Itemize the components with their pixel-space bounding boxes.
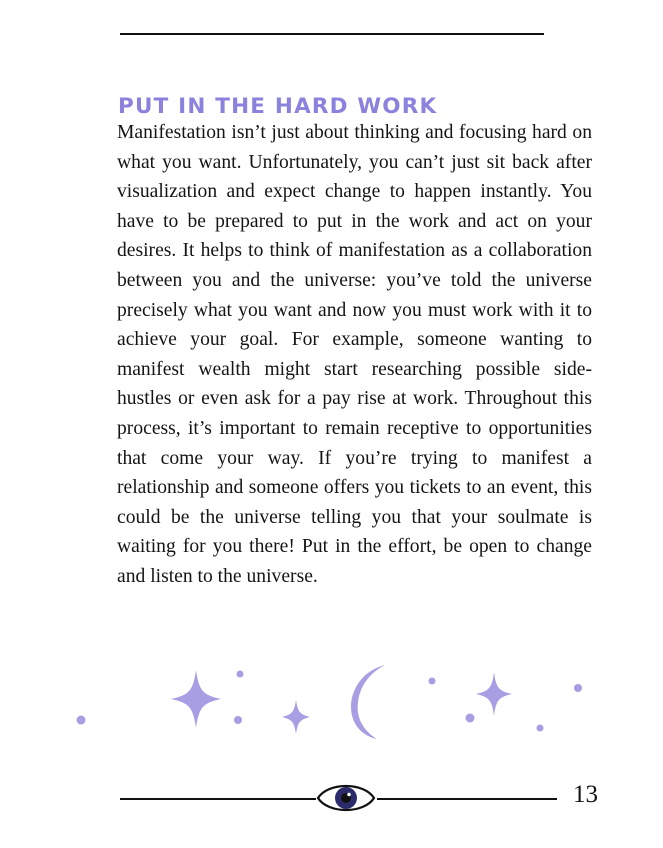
small-dot-icon xyxy=(234,716,242,724)
footer-rule-right xyxy=(377,798,557,800)
four-point-star-icon xyxy=(282,700,310,734)
decorative-illustration xyxy=(0,640,663,760)
page-title: PUT IN THE HARD WORK xyxy=(118,94,438,120)
small-dot-icon xyxy=(77,716,86,725)
page-number: 13 xyxy=(573,781,598,808)
small-dot-icon xyxy=(466,714,475,723)
small-dot-icon xyxy=(537,725,544,732)
crescent-moon-icon xyxy=(351,665,385,739)
small-dot-icon xyxy=(237,671,244,678)
sparkle-moon-svg xyxy=(0,640,663,760)
small-dot-icon xyxy=(574,684,582,692)
footer-rule-left xyxy=(120,798,316,800)
body-paragraph: Manifestation isn’t just about thinking and focusing hard on what you want. Unfortunately, you can’t just sit back after visualization and expect change to happen instantly. You have to be prepared to put in the work and act on your desires. It helps to think of manifestation as a collaboration between you and the universe: you’ve told the universe precisely what you want and now you must work with it to achieve your goal. For example, someone wanting to manifest wealth might start researching possible side-hustles or even ask for a pay rise at work. Throughout this process, it’s important to remain receptive to opportunities that come your way. If you’re trying to manifest a relationship and someone offers you tickets to an event, this could be the universe telling you that your soulmate is waiting for you there! Put in the effort, be open to change and listen to the universe. xyxy=(117,122,592,587)
small-dot-icon xyxy=(429,678,436,685)
four-point-star-icon xyxy=(476,672,512,716)
four-point-star-icon xyxy=(171,670,221,728)
eye-ornament-icon xyxy=(316,776,376,820)
page-footer xyxy=(0,758,663,848)
top-divider-rule xyxy=(120,33,544,35)
